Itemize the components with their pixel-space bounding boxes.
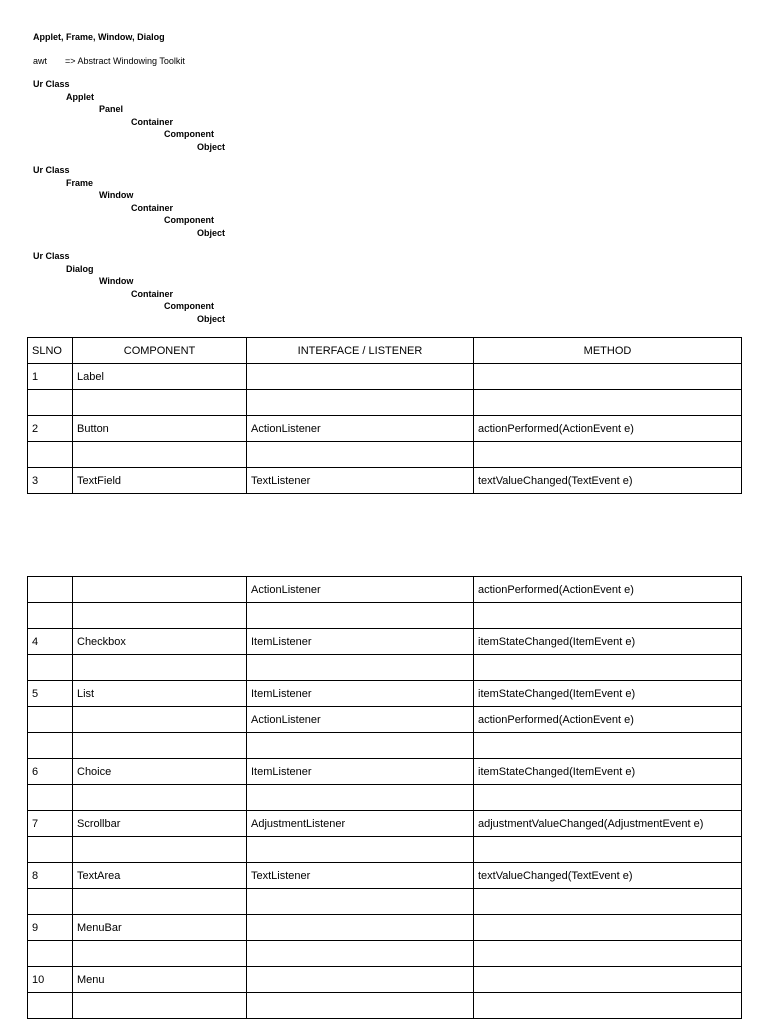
cell-listener: AdjustmentListener [247, 811, 474, 837]
cell-slno [28, 733, 73, 759]
cell-slno [28, 993, 73, 1019]
cell-component: TextField [73, 468, 247, 494]
cell-component [73, 442, 247, 468]
cell-slno [28, 577, 73, 603]
cell-component [73, 655, 247, 681]
cell-slno [28, 837, 73, 863]
cell-listener: ActionListener [247, 416, 474, 442]
cell-component [73, 889, 247, 915]
cell-component: TextArea [73, 863, 247, 889]
hierarchy-level: Object [197, 228, 226, 238]
cell-listener [247, 603, 474, 629]
table-row [28, 733, 742, 759]
cell-method [474, 785, 742, 811]
hierarchy-root: Ur Class [33, 165, 70, 175]
cell-slno: 8 [28, 863, 73, 889]
cell-slno: 9 [28, 915, 73, 941]
header-interface-listener: INTERFACE / LISTENER [247, 338, 474, 364]
awt-term: awt [33, 56, 48, 66]
cell-component: Scrollbar [73, 811, 247, 837]
table-row [28, 629, 742, 655]
cell-slno [28, 889, 73, 915]
cell-listener: ActionListener [247, 577, 474, 603]
table-row [28, 993, 742, 1019]
hierarchy-level: Frame [66, 177, 94, 188]
cell-slno: 3 [28, 468, 73, 494]
listener-table-part1 [27, 337, 742, 494]
cell-component: Choice [73, 759, 247, 785]
hierarchy-level: Component [164, 215, 214, 226]
cell-method [474, 993, 742, 1019]
cell-method: textValueChanged(TextEvent e) [474, 863, 742, 889]
table-row [28, 811, 742, 837]
cell-listener [247, 941, 474, 967]
hierarchy-level: Object [197, 314, 226, 324]
hierarchy-level: Applet [66, 91, 94, 102]
cell-component [73, 941, 247, 967]
cell-slno [28, 603, 73, 629]
cell-listener [247, 915, 474, 941]
cell-method: textValueChanged(TextEvent e) [474, 468, 742, 494]
cell-method [474, 364, 742, 390]
cell-listener [247, 967, 474, 993]
doc-title: Applet, Frame, Window, Dialog [33, 32, 165, 42]
cell-slno [28, 655, 73, 681]
cell-method [474, 655, 742, 681]
cell-slno [28, 442, 73, 468]
cell-method [474, 889, 742, 915]
cell-slno: 6 [28, 759, 73, 785]
table-row [28, 707, 742, 733]
table-row [28, 390, 742, 416]
cell-method: itemStateChanged(ItemEvent e) [474, 759, 742, 785]
cell-method [474, 603, 742, 629]
table-row [28, 577, 742, 603]
cell-listener [247, 733, 474, 759]
hierarchy-root: Ur Class [33, 251, 70, 261]
cell-method: itemStateChanged(ItemEvent e) [474, 629, 742, 655]
awt-expansion: => Abstract Windowing Toolkit [65, 56, 185, 66]
cell-listener: TextListener [247, 468, 474, 494]
hierarchy-level: Object [197, 142, 226, 152]
cell-listener [247, 390, 474, 416]
header-slno: SLNO [28, 338, 73, 364]
hierarchy-level: Container [131, 202, 174, 213]
cell-component: Button [73, 416, 247, 442]
cell-method: actionPerformed(ActionEvent e) [474, 416, 742, 442]
cell-method [474, 733, 742, 759]
table-row [28, 785, 742, 811]
cell-method: adjustmentValueChanged(AdjustmentEvent e) [474, 811, 742, 837]
header-component: COMPONENT [73, 338, 247, 364]
cell-component: Label [73, 364, 247, 390]
table-row [28, 967, 742, 993]
cell-listener [247, 889, 474, 915]
hierarchy-level: Window [99, 276, 134, 287]
table-row [28, 416, 742, 442]
cell-listener: ItemListener [247, 681, 474, 707]
awt-definition [33, 56, 185, 67]
table-row [28, 603, 742, 629]
hierarchy-root: Ur Class [33, 79, 70, 89]
cell-method [474, 941, 742, 967]
cell-method [474, 442, 742, 468]
cell-slno: 2 [28, 416, 73, 442]
table-row [28, 889, 742, 915]
cell-slno: 1 [28, 364, 73, 390]
cell-slno: 7 [28, 811, 73, 837]
cell-listener [247, 364, 474, 390]
cell-slno [28, 785, 73, 811]
cell-component [73, 707, 247, 733]
cell-listener [247, 837, 474, 863]
cell-method [474, 915, 742, 941]
hierarchy-level: Container [131, 116, 174, 127]
table-row [28, 759, 742, 785]
cell-method [474, 837, 742, 863]
table-row [28, 655, 742, 681]
cell-slno [28, 707, 73, 733]
cell-component: List [73, 681, 247, 707]
cell-listener: ItemListener [247, 629, 474, 655]
hierarchy-level: Container [131, 288, 174, 299]
hierarchy-level: Panel [99, 104, 124, 115]
cell-component [73, 603, 247, 629]
cell-component [73, 733, 247, 759]
table-row [28, 915, 742, 941]
hierarchy-level: Dialog [66, 263, 94, 274]
cell-component: Menu [73, 967, 247, 993]
cell-method: actionPerformed(ActionEvent e) [474, 577, 742, 603]
cell-slno [28, 941, 73, 967]
table-row [28, 837, 742, 863]
table-row [28, 468, 742, 494]
cell-component [73, 390, 247, 416]
table-header-row [28, 338, 742, 364]
table-row [28, 681, 742, 707]
cell-listener: ItemListener [247, 759, 474, 785]
cell-slno: 5 [28, 681, 73, 707]
cell-component: MenuBar [73, 915, 247, 941]
hierarchy-level: Window [99, 190, 134, 201]
cell-method: actionPerformed(ActionEvent e) [474, 707, 742, 733]
header-method: METHOD [474, 338, 742, 364]
cell-listener: TextListener [247, 863, 474, 889]
cell-component [73, 993, 247, 1019]
cell-listener: ActionListener [247, 707, 474, 733]
hierarchy-level: Component [164, 301, 214, 312]
table-row [28, 941, 742, 967]
cell-method [474, 967, 742, 993]
cell-listener [247, 655, 474, 681]
cell-slno: 4 [28, 629, 73, 655]
cell-component [73, 837, 247, 863]
cell-component: Checkbox [73, 629, 247, 655]
cell-component [73, 577, 247, 603]
hierarchy-level: Component [164, 129, 214, 140]
table-row [28, 364, 742, 390]
table-row [28, 863, 742, 889]
listener-table-part2 [27, 576, 742, 1019]
cell-component [73, 785, 247, 811]
table-row [28, 442, 742, 468]
cell-listener [247, 442, 474, 468]
cell-method [474, 390, 742, 416]
cell-slno [28, 390, 73, 416]
cell-method: itemStateChanged(ItemEvent e) [474, 681, 742, 707]
cell-slno: 10 [28, 967, 73, 993]
cell-listener [247, 785, 474, 811]
cell-listener [247, 993, 474, 1019]
